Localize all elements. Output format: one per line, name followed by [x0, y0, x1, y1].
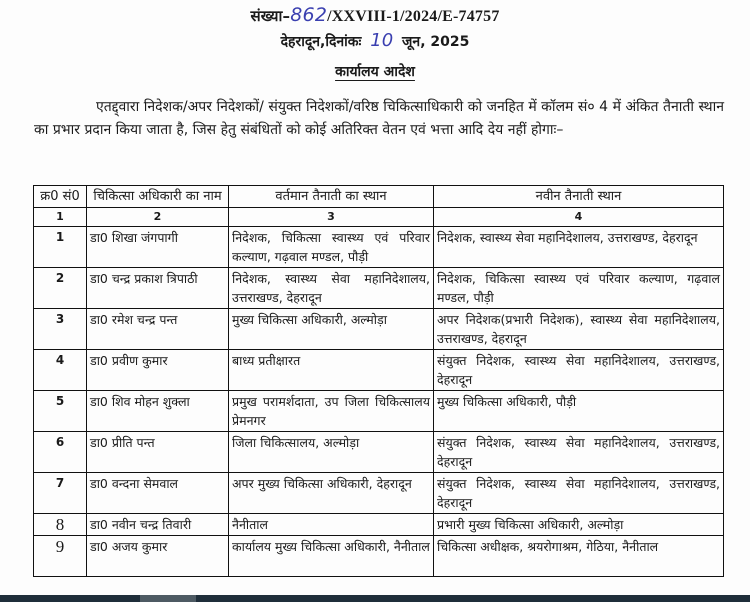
row-officer-name: डा0 नवीन चन्द्र तिवारी [87, 514, 229, 536]
colnum-1: 1 [34, 208, 87, 227]
row-new-posting: निदेशक, स्वास्थ्य सेवा महानिदेशालय, उत्तराखण्ड, देहरादून [434, 227, 724, 268]
table-row [34, 227, 724, 268]
row-current-posting: नैनीताल [229, 514, 434, 536]
row-officer-name: डा0 शिव मोहन शुक्ला [87, 391, 229, 432]
document-title [0, 62, 750, 81]
table-header-row [34, 186, 724, 208]
header-new-posting: नवीन तैनाती स्थान [434, 186, 724, 208]
ref-handwritten-number: 862 [290, 4, 328, 26]
row-officer-name: डा0 प्रवीण कुमार [87, 350, 229, 391]
row-officer-name: डा0 रमेश चन्द्र पन्त [87, 309, 229, 350]
reference-number [0, 4, 750, 26]
title-text: कार्यालय आदेश [335, 64, 415, 80]
row-new-posting: संयुक्त निदेशक, स्वास्थ्य सेवा महानिदेशालय, उत्तराखण्ड, देहरादून [434, 473, 724, 514]
column-number-row [34, 208, 724, 227]
row-serial: 5 [34, 391, 87, 432]
header-serial: क्र0 सं0 [34, 186, 87, 208]
posting-table [33, 185, 724, 577]
row-serial: 7 [34, 473, 87, 514]
row-serial: 2 [34, 268, 87, 309]
row-officer-name: डा0 प्रीति पन्त [87, 432, 229, 473]
row-officer-name: डा0 अजय कुमार [87, 536, 229, 577]
row-new-posting: निदेशक, चिकित्सा स्वास्थ्य एवं परिवार कल्याण, गढ़वाल मण्डल, पौड़ी [434, 268, 724, 309]
header-current-posting: वर्तमान तैनाती का स्थान [229, 186, 434, 208]
scrollbar-thumb[interactable] [140, 595, 196, 602]
row-officer-name: डा0 शिखा जंगपागी [87, 227, 229, 268]
ref-code: /XXVIII-1/2024/E-74757 [327, 8, 500, 25]
table-row [34, 432, 724, 473]
row-new-posting: संयुक्त निदेशक, स्वास्थ्य सेवा महानिदेशालय, उत्तराखण्ड, देहरादून [434, 350, 724, 391]
table-row [34, 391, 724, 432]
order-paragraph: एतद्द्वारा निदेशक/अपर निदेशकों/ संयुक्त निदेशकों/वरिष्ठ चिकित्साधिकारी को जनहित में कॉलम सं० 4 में अंकित तैनाती स्थान का प्रभार प्रदान किया जाता है, जिस हेतु संबंधितों को कोई अतिरिक्त वेतन एवं भत्ता आदि देय नहीं होगाः– [34, 99, 724, 138]
table-row [34, 350, 724, 391]
ref-prefix: संख्या– [250, 7, 291, 25]
colnum-2: 2 [87, 208, 229, 227]
row-current-posting: अपर मुख्य चिकित्सा अधिकारी, देहरादून [229, 473, 434, 514]
table-row [34, 309, 724, 350]
row-current-posting: निदेशक, स्वास्थ्य सेवा महानिदेशालय, उत्तराखण्ड, देहरादून [229, 268, 434, 309]
table-row [34, 536, 724, 577]
row-serial: 4 [34, 350, 87, 391]
row-new-posting: प्रभारी मुख्य चिकित्सा अधिकारी, अल्मोड़ा [434, 514, 724, 536]
table-row [34, 268, 724, 309]
bottom-scrollbar[interactable] [0, 595, 750, 602]
date-suffix: जून, 2025 [402, 34, 470, 50]
row-officer-name: डा0 चन्द्र प्रकाश त्रिपाठी [87, 268, 229, 309]
colnum-3: 3 [229, 208, 434, 227]
row-serial: 6 [34, 432, 87, 473]
table-row [34, 473, 724, 514]
row-new-posting: अपर निदेशक(प्रभारी निदेशक), स्वास्थ्य सेवा महानिदेशालय, उत्तराखण्ड, देहरादून [434, 309, 724, 350]
row-current-posting: मुख्य चिकित्सा अधिकारी, अल्मोड़ा [229, 309, 434, 350]
row-current-posting: निदेशक, चिकित्सा स्वास्थ्य एवं परिवार कल्याण, गढ़वाल मण्डल, पौड़ी [229, 227, 434, 268]
row-current-posting: प्रमुख परामर्शदाता, उप जिला चिकित्सालय प्रेमनगर [229, 391, 434, 432]
row-serial: 3 [34, 309, 87, 350]
row-serial: 8 [34, 514, 87, 536]
row-new-posting: चिकित्सा अधीक्षक, श्रयरोगाश्रम, गेठिया, नैनीताल [434, 536, 724, 577]
row-officer-name: डा0 वन्दना सेमवाल [87, 473, 229, 514]
row-new-posting: संयुक्त निदेशक, स्वास्थ्य सेवा महानिदेशालय, उत्तराखण्ड, देहरादून [434, 432, 724, 473]
place-date-prefix: देहरादून,दिनांकः [280, 34, 362, 50]
row-current-posting: बाध्य प्रतीक्षारत [229, 350, 434, 391]
row-new-posting: मुख्य चिकित्सा अधिकारी, पौड़ी [434, 391, 724, 432]
date-handwritten-day: 10 [370, 30, 394, 51]
row-serial: 9 [34, 536, 87, 577]
colnum-4: 4 [434, 208, 724, 227]
header-officer-name: चिकित्सा अधिकारी का नाम [87, 186, 229, 208]
table-row [34, 514, 724, 536]
row-serial: 1 [34, 227, 87, 268]
row-current-posting: जिला चिकित्सालय, अल्मोड़ा [229, 432, 434, 473]
place-date [0, 30, 750, 51]
row-current-posting: कार्यालय मुख्य चिकित्सा अधिकारी, नैनीताल [229, 536, 434, 577]
